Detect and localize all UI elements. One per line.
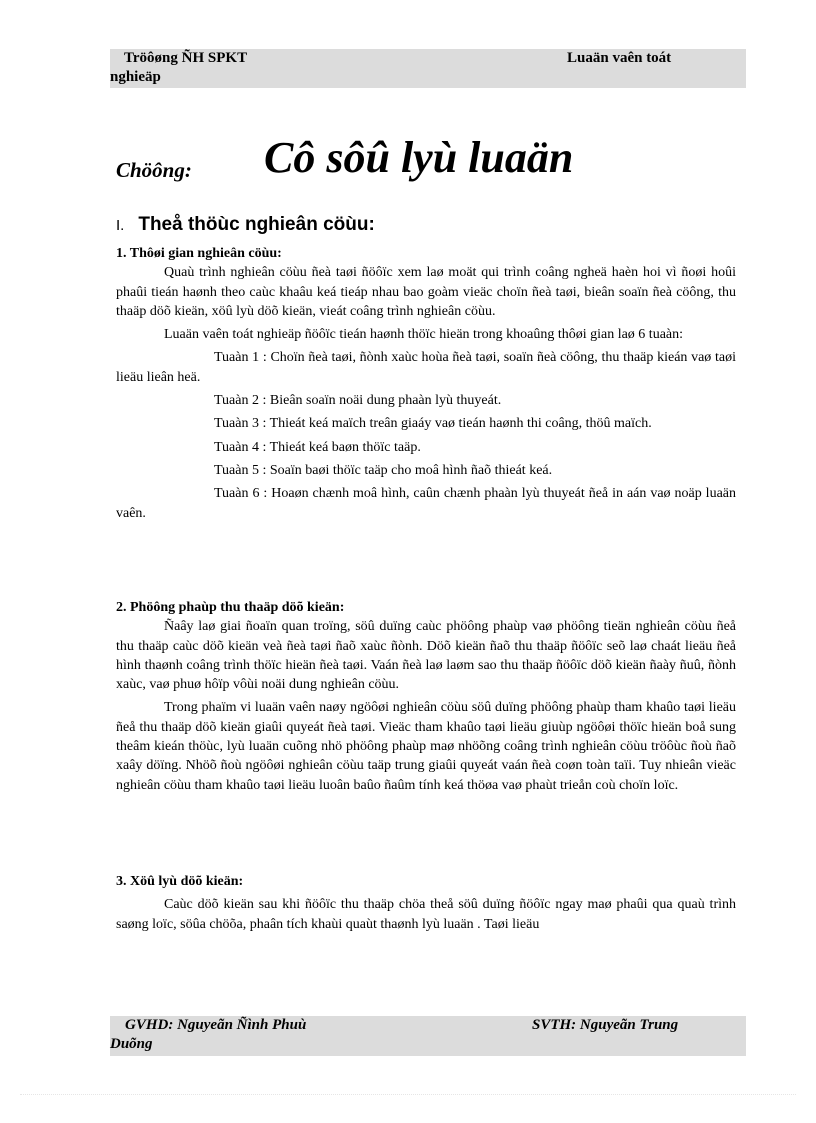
page-bottom-divider [20,1094,796,1095]
week-item: Tuaàn 6 : Hoaøn chænh moâ hình, caûn chænh phaàn lyù thuyeát ñeå in aán vaø noäp luaän vaên. [116,486,736,521]
subsection-3 [116,872,736,934]
page-footer [110,1016,746,1056]
paragraph: Ñaây laø giai ñoaïn quan troïng, söû duïng caùc phöông phaùp vaø phöông tieän nghieân cöùu ñeå thu thaäp caùc döõ kieän veà ñeà taøi ñaõ xaùc ñònh. Döõ kieän ñaõ thu thaäp ñöôïc seõ laø chaát lieäu ñeå hình thaønh coâng trình thöïc hieän ñeà taøi. Vaán ñeà laø laøm sao thu thaäp ñöôïc döõ kieän ñaày ñuû, ñònh xaùc, vaø phuø hôïp vôùi noäi dung nghieân cöùu. [116,619,736,693]
footer-student-cont: Duõng [110,1036,153,1052]
subsection-2-heading: 2. Phöông phaùp thu thaäp döõ kieän: [116,600,345,615]
subsection-1-heading: 1. Thôøi gian nghieân cöùu: [116,246,282,261]
section-title: Theå thöùc nghieân cöùu: [138,214,375,235]
week-item: Tuaàn 4 : Thieát keá baøn thöïc taäp. [214,439,421,455]
paragraph: Caùc döõ kieän sau khi ñöôïc thu thaäp chöa theå söû duïng ñöôïc ngay maø phaûi qua quaù trình saøng loïc, söûa chöõa, phaân tích khaùi quaùt thaønh lyù luaän . Taøi lieäu [116,897,736,932]
page-header [110,49,746,88]
footer-student: SVTH: Nguyeãn Trung [532,1017,679,1033]
subsection-3-heading: 3. Xöû lyù döõ kieän: [116,874,244,889]
subsection-1 [116,244,736,523]
section-heading [116,214,375,236]
week-item: Tuaàn 2 : Bieân soaïn noäi dung phaàn lyù thuyeát. [214,393,502,409]
paragraph: Luaän vaên toát nghieäp ñöôïc tieán haønh thöïc hieän trong khoaûng thôøi gian laø 6 tuaàn: [164,327,684,343]
section-number: I. [116,217,125,234]
week-item: Tuaàn 1 : Choïn ñeà taøi, ñònh xaùc hoùa ñeà taøi, soaïn ñeà cöông, thu thaäp kieán vaø taøi lieäu lieân heä. [116,350,736,385]
header-thesis-label: Luaän vaên toát [567,50,672,66]
week-item: Tuaàn 3 : Thieát keá maïch treân giaáy vaø tieán haønh thi coâng, thöû maïch. [214,416,652,432]
week-item: Tuaàn 5 : Soaïn baøi thöïc taäp cho moâ hình ñaõ thieát keá. [214,462,553,478]
header-thesis-label-cont: nghieäp [110,69,161,85]
paragraph: Trong phaïm vi luaän vaên naøy ngöôøi nghieân cöùu söû duïng phöông phaùp tham khaûo taøi lieäu ñeå thu thaäp döõ kieän giaûi quyeát ñeà taøi. Vieäc tham khaûo taøi lieäu giuùp ngöôøi thöïc hieän boå sung theâm kieán thöùc, lyù luaän cuõng nhö phöông phaùp maø nhöõng coâng trình nghieân cöùu tröôùc ñoù ñaõ xaây döïng. Nhöõ ñoù ngöôøi nghieân cöùu taäp trung giaûi quyeát vaán ñeà coøn toàn taïi. Tuy nhieân vieäc nghieân cöùu tham khaûo taøi lieäu luoân baûo ñaûm tính keá thöøa vaø phaùt trieån coù choïn loïc. [116,700,736,793]
paragraph: Quaù trình nghieân cöùu ñeà taøi ñöôïc xem laø moät qui trình coâng ngheä haèn hoi vì ñoøi hoûi phaûi tieán haønh theo caùc khaâu keá tieáp nhau bao goàm vieäc choïn ñeà taøi, bieân soaïn ñeà cöông, thu thaäp döõ kieän, xöû lyù döõ kieän, vieát coâng trình nghieân cöùu. [116,265,736,319]
chapter-label: Chöông: [116,158,192,182]
header-school: Tröôøng ÑH SPKT [124,50,248,66]
chapter-title-row [116,132,756,192]
subsection-2 [116,598,736,795]
footer-advisor: GVHD: Nguyeãn Ñình Phuù [125,1017,307,1033]
chapter-title: Cô sôû lyù luaän [264,133,574,182]
